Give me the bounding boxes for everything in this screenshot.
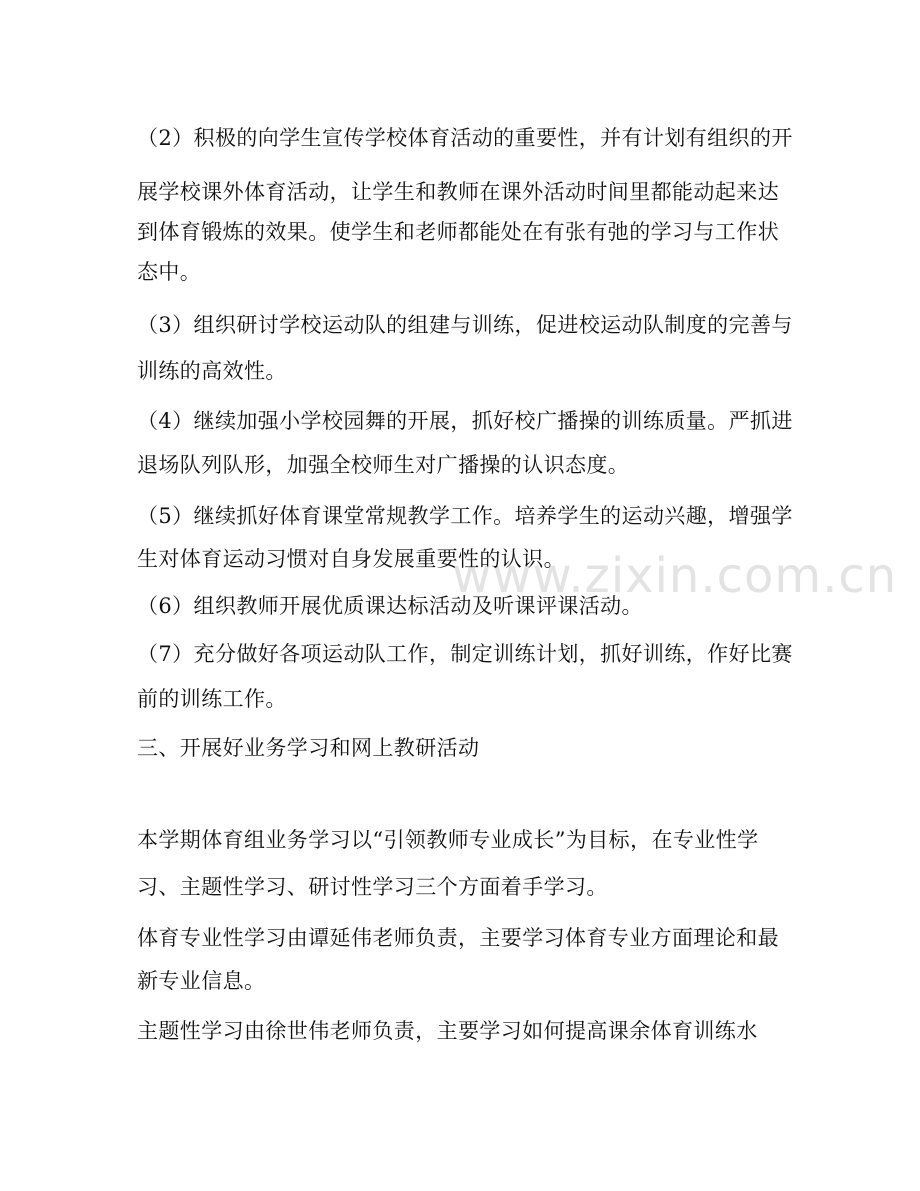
text-line: 训练的高效性。 (137, 359, 287, 383)
text-line: 生对体育运动习惯对自身发展重要性的认识。 (137, 547, 565, 571)
text-line: 退场队列队形，加强全校师生对广播操的认识态度。 (137, 453, 630, 477)
section-heading: 三、开展好业务学习和网上教研活动 (137, 736, 480, 760)
text-line: （6）组织教师开展优质课达标活动及听课评课活动。 (137, 594, 643, 618)
text-line: （7）充分做好各项运动队工作，制定训练计划，抓好训练，作好比赛 (137, 642, 793, 666)
text-line: 展学校课外体育活动，让学生和教师在课外活动时间里都能动起来达 (137, 180, 779, 204)
text-line: （3）组织研讨学校运动队的组建与训练，促进校运动队制度的完善与 (137, 313, 793, 337)
watermark: www.zixin.com.cn (452, 548, 898, 604)
text-line: 态中。 (137, 260, 202, 284)
text-line: 前的训练工作。 (137, 687, 287, 711)
text-line: 习、主题性学习、研讨性学习三个方面着手学习。 (137, 875, 608, 899)
text-line: （2）积极的向学生宣传学校体育活动的重要性，并有计划有组织的开 (137, 126, 793, 150)
text-line: 本学期体育组业务学习以“引领教师专业成长”为目标，在专业性学 (137, 828, 759, 852)
text-line: 主题性学习由徐世伟老师负责，主要学习如何提高课余体育训练水 (137, 1019, 758, 1043)
text-line: 新专业信息。 (137, 969, 266, 993)
text-line: 到体育锻炼的效果。使学生和老师都能处在有张有弛的学习与工作状 (137, 220, 779, 244)
text-line: 体育专业性学习由谭延伟老师负责，主要学习体育专业方面理论和最 (137, 926, 779, 950)
text-line: （5）继续抓好体育课堂常规教学工作。培养学生的运动兴趣，增强学 (137, 504, 793, 528)
text-line: （4）继续加强小学校园舞的开展，抓好校广播操的训练质量。严抓进 (137, 409, 793, 433)
